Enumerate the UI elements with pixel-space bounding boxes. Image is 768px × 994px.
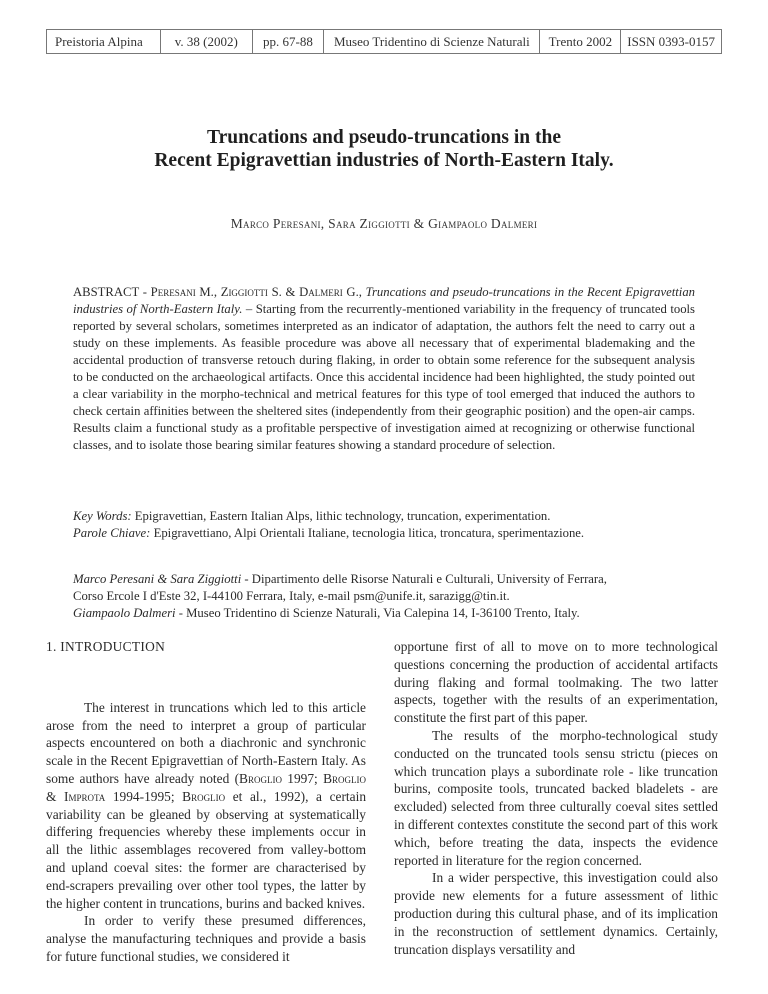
keywords-english-text: Epigravettian, Eastern Italian Alps, lithic technology, truncation, experimentation. xyxy=(131,509,551,523)
abstract xyxy=(73,284,695,454)
abstract-citation-title: Truncations and pseudo-truncations in the Recent Epigravettian industries of North-Eastern Italy. xyxy=(73,285,696,316)
affiliation-name-3: Giampaolo Dalmeri xyxy=(73,606,176,620)
affiliation-text-3: - Museo Tridentino di Scienze Naturali, Via Calepina 14, I-36100 Trento, Italy. xyxy=(175,606,580,620)
intro-paragraph-5: In a wider perspective, this investigation could also provide new elements for a future assessment of lithic production during this cultural phase, and of its implication in the reconstruction of settlement dynamics. Certainly, truncation displays versatility and xyxy=(394,870,718,957)
intro-p1-text-d: 1994-1995; xyxy=(105,788,183,804)
keywords-italian-text: Epigravettiano, Alpi Orientali Italiane, tecnologia litica, troncatura, sperimentazione. xyxy=(150,526,585,540)
paper-title-line-1: Truncations and pseudo-truncations in the xyxy=(207,127,561,148)
journal-header xyxy=(46,29,722,54)
keywords-block xyxy=(73,508,695,542)
intro-p1-text-e: et al., 1992), a certain variability can be gleaned by observing at systematically differing frequencies whereby these implements occur in all the lithic assemblages recovered from valley-bottom and upland coeval sites: the former are characterised by end-scrapers prevailing over other tool types, the latter by the higher content in truncations, burins and backed knives. xyxy=(46,788,367,911)
affiliation-line-1 xyxy=(73,571,713,588)
keywords-english xyxy=(73,508,695,525)
keywords-italian-label: Parole Chiave: xyxy=(73,526,151,540)
left-column xyxy=(46,638,366,966)
journal-name: Preistoria Alpina xyxy=(46,30,160,53)
affiliation-names-1: Marco Peresani & Sara Ziggiotti xyxy=(73,572,242,586)
abstract-citation-authors: Peresani M., Ziggiotti S. & Dalmeri G., xyxy=(150,285,362,299)
issn: ISSN 0393-0157 xyxy=(620,30,722,53)
intro-paragraph-2: In order to verify these presumed differences, analyse the manufacturing techniques and provide a basis for future functional studies, we considered it xyxy=(46,913,366,964)
intro-p1-text-c: & xyxy=(46,788,64,804)
author-list: Marco Peresani, Sara Ziggiotti & Giampaolo Dalmeri xyxy=(230,216,538,231)
keywords-italian xyxy=(73,525,695,542)
citation-broglio-1997: Broglio xyxy=(239,770,282,786)
paper-title xyxy=(0,126,768,172)
keywords-english-label: Key Words: xyxy=(73,509,132,523)
intro-p1-text-b: 1997; xyxy=(281,770,324,786)
citation-broglio-1992: Broglio xyxy=(182,788,226,804)
intro-paragraph-1 xyxy=(46,699,366,913)
journal-volume: v. 38 (2002) xyxy=(160,30,252,53)
affiliation-line-2: Corso Ercole I d'Este 32, I-44100 Ferrara, Italy, e-mail psm@unife.it, sarazigg@tin.it. xyxy=(73,589,510,603)
publisher: Museo Tridentino di Scienze Naturali xyxy=(323,30,539,53)
intro-paragraph-3: opportune first of all to move on to more technological questions concerning the production of accidental artifacts during flaking and formal toolmaking. The two latter aspects, together with the results of an experimentation, constitute the first part of this paper. xyxy=(394,639,718,726)
intro-paragraph-4: The results of the morpho-technological study conducted on the truncated tools sensu strictu (pieces on which truncation plays a subordinate role - like truncation burins, composite tools, truncated backed bladelets - are excluded) selected from three culturally coeval sites settled in different contextes constitute the second part of this work which, before treating the data, inspects the evidence reported in literature for the region concerned. xyxy=(394,727,718,868)
place-year: Trento 2002 xyxy=(539,30,620,53)
paper-title-line-2: Recent Epigravettian industries of North-Eastern Italy. xyxy=(154,150,614,171)
section-heading-introduction: 1. INTRODUCTION xyxy=(46,639,166,654)
abstract-label: ABSTRACT - xyxy=(73,285,151,299)
right-column xyxy=(394,638,718,958)
citation-improta: Improta xyxy=(64,788,106,804)
intro-p1-text-a: The interest in truncations which led to this article arose from the need to interpret a group of particular aspects encountered on both a diachronic and synchronic scale in the Recent Epigravettian of North-Eastern Italy. As some authors have already noted ( xyxy=(46,699,366,786)
affiliations xyxy=(73,571,713,622)
affiliation-line-3 xyxy=(73,605,713,622)
citation-broglio: Broglio xyxy=(323,770,367,786)
page-range: pp. 67-88 xyxy=(252,30,324,53)
affiliation-text-1: - Dipartimento delle Risorse Naturali e Culturali, University of Ferrara, xyxy=(241,572,607,586)
abstract-body: – Starting from the recurrently-mentioned variability in the frequency of truncated tools reported by several scholars, sometimes interpreted as an indicator of adaptation, the authors felt the need to carry out a study on these implements. As feasible procedure was above all necessary that of experimental blademaking and the accidental production of transverse retouch during flaking, in order to obtain some reference for the subsequent analysis to be conducted on the archaeological artifacts. Once this accidental incidence had been highlighted, the study pointed out a clear variability in the morpho-technical and metrical features for this type of tool emerged that induced the authors to check certain affinities between the sheltered sites (independently from their geographic position) and the open-air camps. Results claim a functional study as a profitable perspective of investigation aimed at recognizing or otherwise functional classes, and to isolate those bearing similar features showing a standard procedure of selection. xyxy=(73,302,695,452)
